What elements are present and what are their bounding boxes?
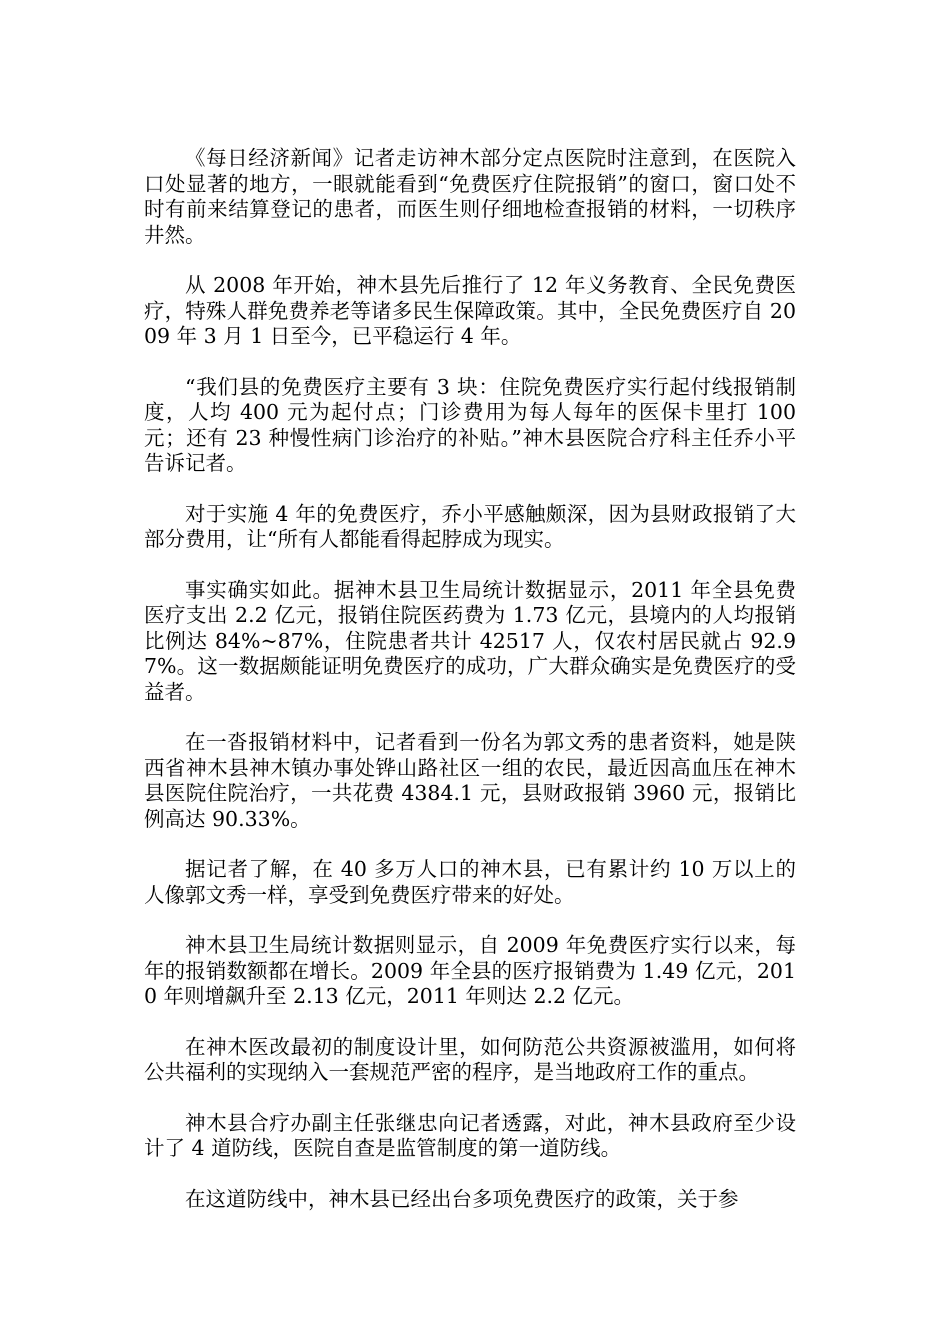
paragraph-8: 神木县卫生局统计数据则显示，自 2009 年免费医疗实行以来，每年的报销数额都在增长。2009 年全县的医疗报销费为 1.49 亿元，2010 年则增飙升至 2.13 亿元，2011 年则达 2.2 亿元。	[144, 933, 796, 1008]
document-body	[144, 146, 796, 1237]
paragraph-3: “我们县的免费医疗主要有 3 块：住院免费医疗实行起付线报销制度，人均 400 元为起付点；门诊费用为每人每年的医保卡里打 100 元；还有 23 种慢性病门诊治疗的补贴。”神木县医院合疗科主任乔小平告诉记者。	[144, 374, 796, 475]
paragraph-1: 《每日经济新闻》记者走访神木部分定点医院时注意到，在医院入口处显著的地方，一眼就能看到“免费医疗住院报销”的窗口，窗口处不时有前来结算登记的患者，而医生则仔细地检查报销的材料，一切秩序井然。	[144, 146, 796, 247]
paragraph-4: 对于实施 4 年的免费医疗，乔小平感触颇深，因为县财政报销了大部分费用，让“所有人都能看得起脖成为现实。	[144, 501, 796, 551]
paragraph-5: 事实确实如此。据神木县卫生局统计数据显示，2011 年全县免费医疗支出 2.2 亿元，报销住院医药费为 1.73 亿元，县境内的人均报销比例达 84%~87%，住院患者共计 42517 人，仅农村居民就占 92.97%。这一数据颇能证明免费医疗的成功，广大群众确实是免费医疗的受益者。	[144, 577, 796, 704]
paragraph-11: 在这道防线中，神木县已经出台多项免费医疗的政策，关于参	[185, 1186, 739, 1211]
paragraph-2: 从 2008 年开始，神木县先后推行了 12 年义务教育、全民免费医疗，特殊人群免费养老等诸多民生保障政策。其中，全民免费医疗自 2009 年 3 月 1 日至今，已平稳运行 4 年。	[144, 273, 796, 348]
paragraph-9: 在神木医改最初的制度设计里，如何防范公共资源被滥用，如何将公共福利的实现纳入一套规范严密的程序，是当地政府工作的重点。	[144, 1034, 796, 1084]
paragraph-7: 据记者了解，在 40 多万人口的神木县，已有累计约 10 万以上的人像郭文秀一样，享受到免费医疗带来的好处。	[144, 857, 796, 907]
paragraph-10: 神木县合疗办副主任张继忠向记者透露，对此，神木县政府至少设计了 4 道防线，医院自查是监管制度的第一道防线。	[144, 1110, 796, 1160]
paragraph-6: 在一沓报销材料中，记者看到一份名为郭文秀的患者资料，她是陕西省神木县神木镇办事处铧山路社区一组的农民，最近因高血压在神木县医院住院治疗，一共花费 4384.1 元，县财政报销 3960 元，报销比例高达 90.33%。	[144, 730, 796, 831]
